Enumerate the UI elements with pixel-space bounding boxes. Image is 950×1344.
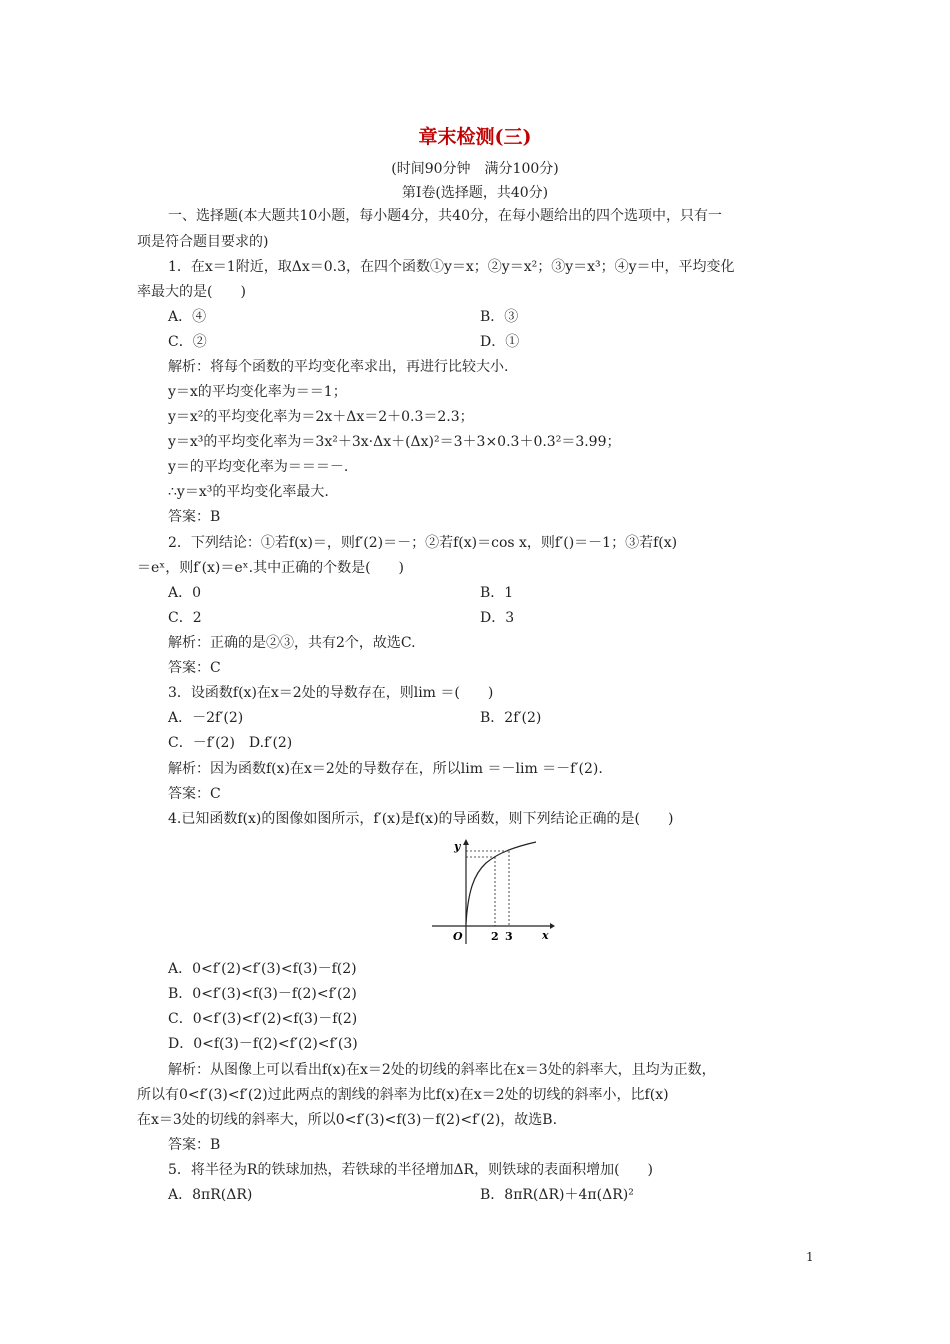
q2-stem-1: 2．下列结论：①若f(x)＝，则f′(2)＝－；②若f(x)＝cos x，则f′()＝－1；③若f(x)	[168, 535, 678, 551]
q2-option-d: D．3	[480, 610, 515, 626]
time-info: (时间90分钟 满分100分)	[391, 161, 559, 177]
q4-answer: 答案：B	[168, 1137, 221, 1153]
x-axis-arrow	[550, 923, 555, 929]
section-heading: 第Ⅰ卷(选择题，共40分)	[401, 185, 549, 201]
q4-option-a: A．0<f′(2)<f′(3)<f(3)－f(2)	[168, 961, 357, 977]
q1-option-c: C．②	[168, 334, 207, 350]
q2-option-b: B．1	[480, 585, 514, 601]
q1-analysis-3: y＝x²的平均变化率为＝2x＋Δx＝2＋0.3＝2.3；	[168, 409, 474, 425]
function-curve	[466, 842, 536, 924]
q2-answer: 答案：C	[168, 660, 221, 676]
q1-analysis-6: ∴y＝x³的平均变化率最大.	[168, 484, 329, 500]
q5-option-b: B．8πR(ΔR)＋4π(ΔR)²	[480, 1187, 634, 1203]
q2-analysis: 解析：正确的是②③，共有2个，故选C.	[168, 635, 416, 651]
q1-analysis-4: y＝x³的平均变化率为＝3x²＋3x·Δx＋(Δx)²＝3＋3×0.3＋0.3²＝3.99；	[168, 434, 621, 450]
q3-stem: 3．设函数f(x)在x＝2处的导数存在，则lim ＝( )	[168, 685, 494, 701]
tick-label-2: 2	[491, 930, 499, 943]
q4-stem: 4.已知函数f(x)的图像如图所示，f′(x)是f(x)的导函数，则下列结论正确的是( )	[168, 811, 674, 827]
tick-label-3: 3	[505, 930, 513, 943]
q4-function-graph	[426, 836, 556, 948]
intro-line-2: 项是符合题目要求的)	[137, 234, 269, 250]
q1-option-d: D．①	[480, 334, 520, 350]
q2-stem-2: ＝eˣ，则f′(x)＝eˣ.其中正确的个数是( )	[137, 560, 404, 576]
q4-analysis-1: 解析：从图像上可以看出f(x)在x＝2处的切线的斜率比在x＝3处的斜率大，且均为正数，	[168, 1062, 716, 1078]
q1-stem-1: 1．在x＝1附近，取Δx＝0.3，在四个函数①y＝x；②y＝x²；③y＝x³；④y＝中，平均变化	[168, 259, 735, 275]
y-axis-arrow	[463, 839, 469, 845]
y-axis-label: y	[454, 840, 461, 853]
q3-answer: 答案：C	[168, 786, 221, 802]
q3-options-cd: C．－f′(2) D.f′(2)	[168, 735, 293, 751]
q1-answer: 答案：B	[168, 509, 221, 525]
origin-label: O	[453, 930, 463, 943]
q2-option-c: C．2	[168, 610, 202, 626]
q3-option-b: B．2f′(2)	[480, 710, 542, 726]
q5-stem: 5．将半径为R的铁球加热，若铁球的半径增加ΔR，则铁球的表面积增加( )	[168, 1162, 654, 1178]
q4-option-c: C．0<f′(3)<f′(2)<f(3)－f(2)	[168, 1011, 358, 1027]
q4-analysis-2: 所以有0<f′(3)<f′(2)过此两点的割线的斜率为比f(x)在x＝2处的切线的斜率小，比f(x)	[137, 1087, 669, 1103]
q4-analysis-3: 在x＝3处的切线的斜率大，所以0<f′(3)<f(3)－f(2)<f′(2)，故选B.	[137, 1112, 558, 1128]
q1-analysis-5: y＝的平均变化率为＝＝＝－.	[168, 459, 349, 475]
q4-option-b: B．0<f′(3)<f(3)－f(2)<f′(2)	[168, 986, 357, 1002]
q3-analysis: 解析：因为函数f(x)在x＝2处的导数存在，所以lim ＝－lim ＝－f′(2).	[168, 761, 603, 777]
intro-line-1: 一、选择题(本大题共10小题，每小题4分，共40分，在每小题给出的四个选项中，只有一	[168, 208, 722, 224]
q1-analysis-2: y＝x的平均变化率为＝＝1；	[168, 384, 347, 400]
x-axis-label: x	[542, 929, 549, 942]
q5-option-a: A．8πR(ΔR)	[168, 1187, 253, 1203]
q1-stem-2: 率最大的是( )	[137, 284, 246, 300]
page-title: 章末检测(三)	[418, 126, 532, 148]
q1-option-b: B．③	[480, 309, 519, 325]
q3-option-a: A．－2f′(2)	[168, 710, 244, 726]
q2-option-a: A．0	[168, 585, 202, 601]
page-number: 1	[806, 1250, 814, 1264]
q1-option-a: A．④	[168, 309, 207, 325]
q1-analysis-1: 解析：将每个函数的平均变化率求出，再进行比较大小.	[168, 359, 509, 375]
q4-option-d: D．0<f(3)－f(2)<f′(2)<f′(3)	[168, 1036, 358, 1052]
